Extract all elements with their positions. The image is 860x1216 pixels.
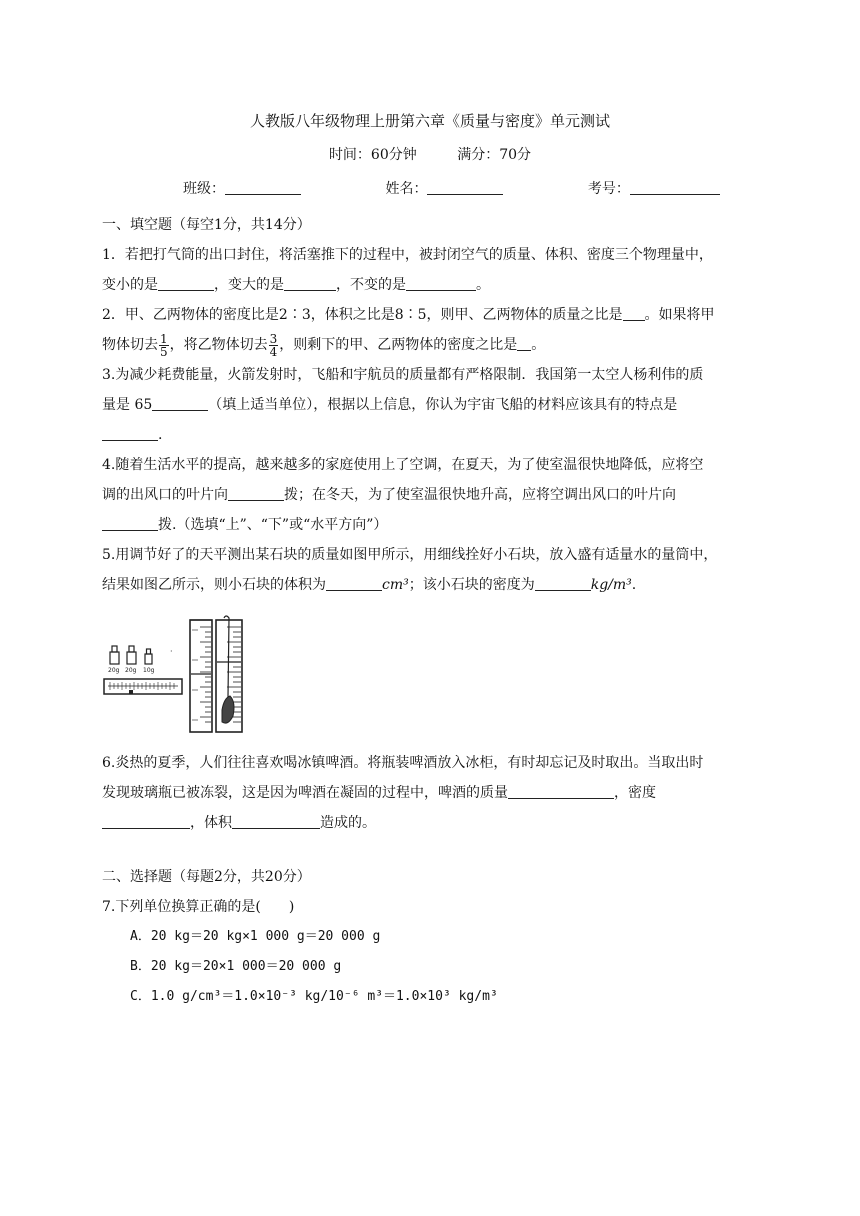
- q1-line1: 1．若把打气筒的出口封住，将活塞推下的过程中，被封闭空气的质量、体积、密度三个物理量中，: [102, 247, 713, 263]
- q3-line2: [102, 390, 762, 420]
- q6-blank-1[interactable]: [508, 784, 614, 799]
- q2-text-b: 。如果将甲: [644, 307, 715, 323]
- q1-text-end: 。: [476, 277, 490, 293]
- q4-line1: 4.随着生活水平的提高，越来越多的家庭使用上了空调，在夏天，为了使室温很快地降低，应将空: [102, 457, 704, 473]
- name-label: 姓名：: [385, 181, 428, 197]
- balance-cylinder-illustration: [102, 612, 402, 742]
- exam-content: [102, 210, 762, 1012]
- page-title: 人教版八年级物理上册第六章《质量与密度》单元测试: [249, 112, 610, 130]
- question-4: [102, 450, 762, 540]
- q3-text-a: 量是 65: [102, 397, 153, 413]
- q5-unit-kgm3: kg/m³: [590, 577, 632, 593]
- frac1-denominator: 5: [160, 344, 168, 359]
- q2-text-e: ，则剩下的甲、乙两物体的密度之比是: [279, 337, 518, 353]
- section2-heading: 二、选择题（每题2分，共20分）: [102, 869, 311, 885]
- frac1-numerator: 1: [160, 331, 168, 346]
- q7-stem: 7.下列单位换算正确的是( ): [102, 899, 295, 915]
- q3-blank-1[interactable]: [152, 396, 208, 411]
- q5-blank-1[interactable]: [326, 576, 382, 591]
- q6-text-d: 造成的。: [320, 815, 376, 831]
- q2-text-c: 物体切去: [102, 337, 158, 353]
- q3-blank-2[interactable]: [102, 426, 158, 441]
- q6-text-b: ，密度: [614, 785, 656, 801]
- question-1: [102, 240, 762, 300]
- q1-text-c: ，不变的是: [336, 277, 406, 293]
- q5-unit-cm3: cm³: [382, 577, 409, 593]
- q3-line1: 3.为减少耗费能量，火箭发射时，飞船和宇航员的质量都有严格限制．我国第一太空人杨利伟的质: [102, 367, 704, 383]
- question-2: [102, 300, 762, 360]
- q7-option-c[interactable]: C．1.0 g/cm³＝1.0×10⁻³ kg/10⁻⁶ m³＝1.0×10³ kg/m³: [130, 989, 498, 1004]
- question-6: [102, 748, 762, 838]
- q1-blank-1[interactable]: [158, 276, 214, 291]
- q1-blank-3[interactable]: [406, 276, 476, 291]
- q2-text-d: ，将乙物体切去: [169, 337, 268, 353]
- q2-blank-1[interactable]: [623, 306, 645, 321]
- fraction-3-4: [269, 333, 279, 358]
- q7-option-b[interactable]: B．20 kg＝20×1 000＝20 000 g: [130, 959, 342, 974]
- number-blank[interactable]: [630, 180, 720, 195]
- q1-blank-2[interactable]: [284, 276, 336, 291]
- q6-line1: 6.炎热的夏季，人们往往喜欢喝冰镇啤酒。将瓶装啤酒放入冰柜，有时却忘记及时取出。当取出时: [102, 755, 704, 771]
- exam-meta: [0, 144, 860, 164]
- q5-line2: [102, 570, 762, 600]
- q6-blank-3[interactable]: [232, 814, 320, 829]
- class-blank[interactable]: [225, 180, 301, 195]
- balance-scale-bar: [104, 679, 182, 694]
- weight-label-1: 20g: [108, 667, 120, 674]
- stone-icon: [222, 696, 234, 723]
- q5-figure: [102, 612, 762, 742]
- weight-label-3: 10g: [143, 667, 155, 674]
- q5-text-end: .: [631, 577, 637, 593]
- question-3: [102, 360, 762, 450]
- q1-line2: [102, 270, 762, 300]
- q3-line3: [102, 420, 762, 450]
- weight-label-2: 20g: [125, 667, 137, 674]
- frac2-denominator: 4: [269, 344, 278, 359]
- q7-option-a[interactable]: A．20 kg＝20 kg×1 000 g＝20 000 g: [130, 929, 381, 944]
- q6-line2: [102, 778, 762, 808]
- thread-line: [224, 616, 229, 697]
- q1-text-a: 变小的是: [102, 277, 158, 293]
- q6-text-a: 发现玻璃瓶已被冻裂，这是因为啤酒在凝固的过程中，啤酒的质量: [102, 785, 508, 801]
- q1-text-b: ，变大的是: [214, 277, 284, 293]
- number-label: 考号：: [587, 181, 630, 197]
- q5-text-a: 结果如图乙所示，则小石块的体积为: [102, 577, 326, 593]
- q4-text-b: 拨；在冬天，为了使室温很快地升高，应将空调出风口的叶片向: [284, 487, 676, 503]
- q2-text-a: 2．甲、乙两物体的密度比是2∶3，体积之比是8∶5，则甲、乙两物体的质量之比是: [102, 307, 623, 323]
- name-blank[interactable]: [427, 180, 503, 195]
- graduated-cylinder-right: [216, 616, 242, 732]
- exam-score: 满分：70分: [457, 147, 532, 163]
- class-label: 班级：: [183, 181, 225, 197]
- q2-line1: [102, 300, 762, 330]
- q4-blank-1[interactable]: [228, 486, 284, 501]
- frac2-numerator: 3: [269, 331, 278, 346]
- q5-line1: 5.用调节好了的天平测出某石块的质量如图甲所示，用细线拴好小石块，放入盛有适量水的量筒中，: [102, 547, 718, 563]
- fig-dots: ·: [170, 647, 173, 656]
- q6-blank-2[interactable]: [102, 814, 190, 829]
- q5-blank-2[interactable]: [535, 576, 591, 591]
- exam-time: 时间：60分钟: [328, 147, 417, 163]
- q4-text-c: 拨.（选填“上”、“下”或“水平方向”）: [158, 517, 388, 533]
- q3-text-end: .: [158, 427, 163, 443]
- q2-blank-2[interactable]: [517, 336, 531, 351]
- fraction-1-5: [159, 333, 169, 358]
- q6-line3: [102, 808, 762, 838]
- q2-line2: [102, 330, 762, 360]
- q5-text-b: ；该小石块的密度为: [408, 577, 535, 593]
- q4-blank-2[interactable]: [102, 516, 158, 531]
- spacer: [102, 838, 762, 862]
- q3-text-b: （填上适当单位），根据以上信息，你认为宇宙飞船的材料应该具有的特点是: [208, 397, 678, 413]
- q4-line2: [102, 480, 762, 510]
- name-field: [385, 178, 503, 198]
- q4-text-a: 调的出风口的叶片向: [102, 487, 228, 503]
- question-5: [102, 540, 762, 600]
- class-field: [183, 178, 301, 198]
- q6-text-c: ，体积: [190, 815, 232, 831]
- section1-heading: 一、填空题（每空1分，共14分）: [102, 217, 311, 233]
- balance-weights: [108, 646, 155, 674]
- number-field: [588, 178, 720, 198]
- graduated-cylinder-left: [190, 620, 212, 732]
- q2-text-end: 。: [531, 337, 546, 353]
- question-7: [102, 892, 762, 1012]
- student-info: [183, 178, 703, 198]
- q4-line3: [102, 510, 762, 540]
